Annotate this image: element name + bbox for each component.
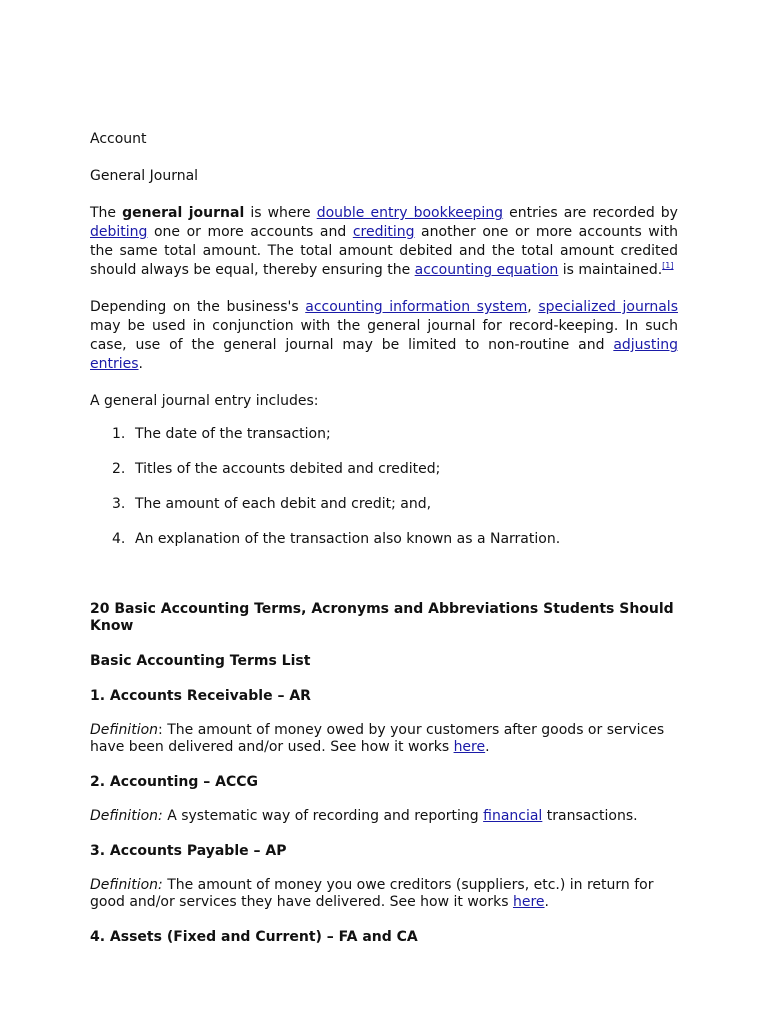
- link-adjusting-entries[interactable]: adjusting entries: [90, 337, 678, 372]
- term-title: 1. Accounts Receivable – AR: [90, 688, 311, 704]
- link-accounting-equation[interactable]: accounting equation: [414, 262, 559, 278]
- list-item: 1. The date of the transaction;: [112, 426, 331, 442]
- terms-list-title: Basic Accounting Terms List: [90, 653, 311, 669]
- term-title: 4. Assets (Fixed and Current) – FA and CA: [90, 929, 418, 945]
- section-title: 20 Basic Accounting Terms, Acronyms and Abbreviations Students Should Know: [90, 601, 674, 634]
- term-definition: Definition: A systematic way of recording and reporting financial transactions.: [90, 808, 638, 824]
- heading-account: Account: [90, 131, 147, 147]
- term-definition: Definition: The amount of money you owe creditors (suppliers, etc.) in return for good and/or services they have delivered. See how it works here.: [90, 877, 654, 910]
- link-crediting[interactable]: crediting: [352, 224, 415, 240]
- link-debiting[interactable]: debiting: [90, 224, 148, 240]
- link-accounting-information-system[interactable]: accounting information system: [305, 299, 528, 315]
- link-here[interactable]: here: [453, 739, 486, 755]
- list-item: 3. The amount of each debit and credit; and,: [112, 496, 432, 512]
- link-specialized-journals[interactable]: specialized journals: [538, 299, 678, 315]
- reference-link[interactable]: [1]: [662, 261, 674, 270]
- list-item: 2. Titles of the accounts debited and credited;: [112, 461, 441, 477]
- document-content: [90, 128, 678, 946]
- term-definition: Definition: The amount of money owed by your customers after goods or services have been delivered and/or used. See how it works here.: [90, 722, 665, 755]
- link-here[interactable]: here: [512, 894, 545, 910]
- paragraph-specialized-journals: Depending on the business's accounting information system, specialized journals may be used in conjunction with the general journal for record-keeping. In such case, use of the general journal may be limited to non-routine and adjusting entries.: [90, 299, 678, 372]
- paragraph-general-journal: The general journal is where double entry bookkeeping entries are recorded by debiting one or more accounts and crediting another one or more accounts with the same total amount. The total amount debited and the total amount credited should always be equal, thereby ensuring the accounting equation is maintained.[1]: [90, 205, 678, 278]
- entry-list: [90, 425, 678, 549]
- bold-term: general journal: [122, 205, 245, 221]
- term-title: 3. Accounts Payable – AP: [90, 843, 287, 859]
- heading-general-journal: General Journal: [90, 168, 199, 184]
- link-double-entry-bookkeeping[interactable]: double entry bookkeeping: [316, 205, 504, 221]
- paragraph-entry-includes: A general journal entry includes:: [90, 393, 319, 409]
- list-item: 4. An explanation of the transaction also known as a Narration.: [112, 531, 561, 547]
- term-title: 2. Accounting – ACCG: [90, 774, 259, 790]
- link-financial[interactable]: financial: [483, 808, 543, 824]
